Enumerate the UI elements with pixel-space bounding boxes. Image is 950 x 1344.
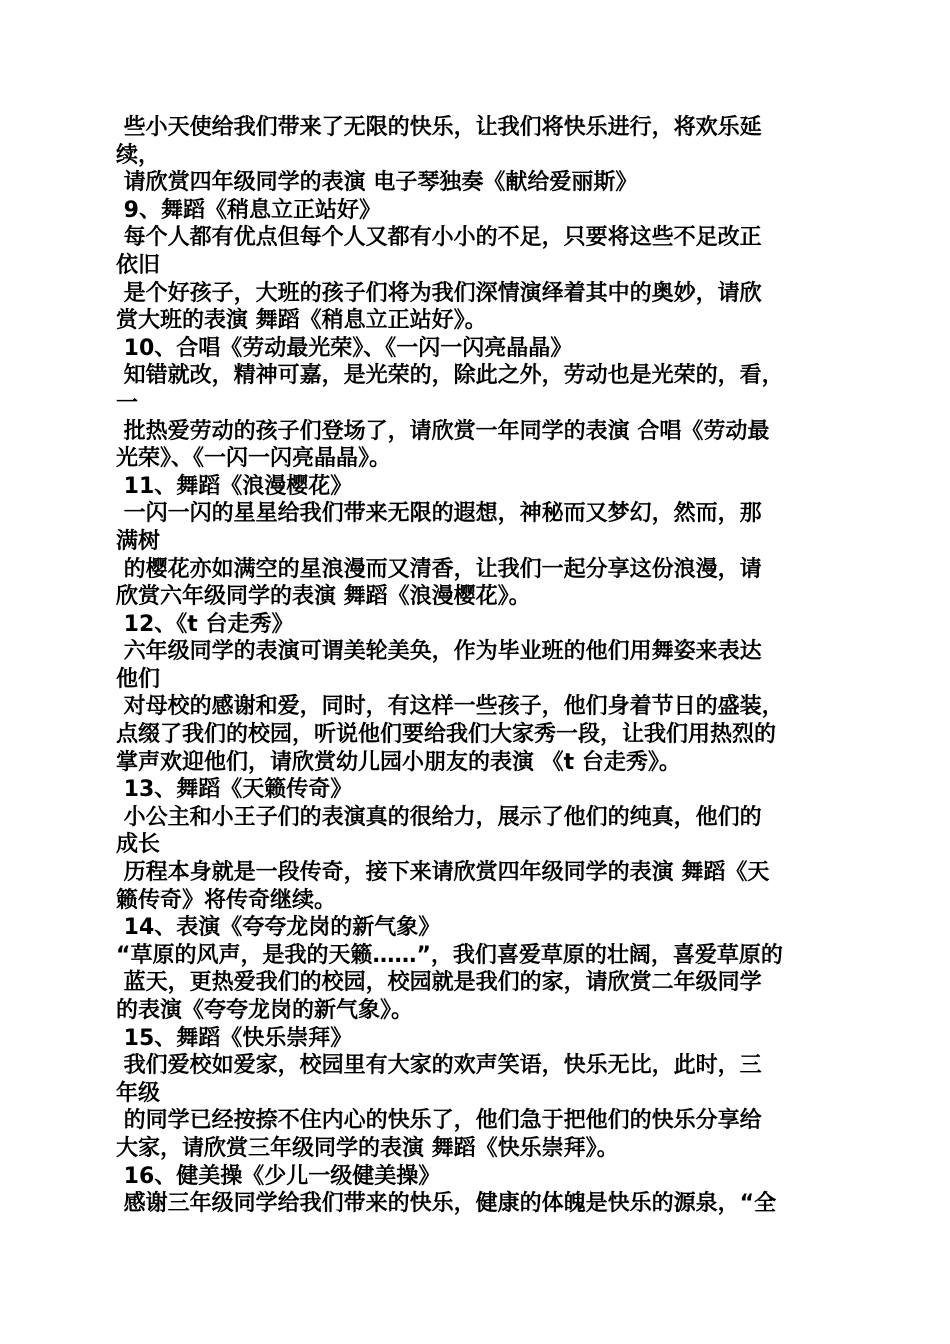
text-line: 的表演《夸夸龙岗的新气象》。 [116, 998, 414, 1023]
program-heading: 12、《t 台走秀》 [116, 611, 294, 637]
text-line: 掌声欢迎他们，请欣赏幼儿园小朋友的表演 《t 台走秀》。 [116, 749, 681, 775]
text-line: 的樱花亦如满空的星浪漫而又清香，让我们一起分享这份浪漫，请 [116, 556, 762, 582]
text-line: 的同学已经按捺不住内心的快乐了，他们急于把他们的快乐分享给 [116, 1108, 762, 1134]
text-line: 批热爱劳动的孩子们登场了，请欣赏一年同学的表演 合唱《劳动最 [116, 418, 770, 444]
text-line: 点缀了我们的校园，听说他们要给我们大家秀一段，让我们用热烈的 [116, 722, 777, 748]
text-line: 是个好孩子，大班的孩子们将为我们深情演绎着其中的奥妙，请欣 [116, 280, 762, 306]
text-line: 他们 [116, 666, 161, 692]
program-heading: 11、舞蹈《浪漫樱花》 [116, 473, 353, 499]
text-line: 满树 [116, 528, 161, 554]
program-heading: 14、表演《夸夸龙岗的新气象》 [116, 915, 441, 941]
text-line: 一闪一闪的星星给我们带来无限的遐想，神秘而又梦幻，然而，那 [116, 501, 762, 527]
text-line: 对母校的感谢和爱，同时，有这样一些孩子，他们身着节日的盛装， [116, 694, 784, 720]
text-line: 我们爱校如爱家，校园里有大家的欢声笑语，快乐无比，此时，三 [116, 1053, 762, 1079]
document-body [116, 114, 836, 1218]
text-line: “草原的风声，是我的天籁……”，我们喜爱草原的壮阔，喜爱草原的 [116, 942, 783, 968]
text-line: 一 [116, 390, 139, 416]
program-heading: 16、健美操《少儿一级健美操》 [116, 1163, 441, 1189]
text-line: 续， [116, 142, 161, 168]
text-line: 依旧 [116, 252, 161, 278]
text-line: 知错就改，精神可嘉，是光荣的，除此之外，劳动也是光荣的，看， [116, 363, 784, 389]
text-line: 小公主和小王子们的表演真的很给力，展示了他们的纯真，他们的 [116, 804, 762, 830]
text-line: 成长 [116, 832, 161, 858]
text-line: 六年级同学的表演可谓美轮美奂，作为毕业班的他们用舞姿来表达 [116, 639, 762, 665]
text-line: 感谢三年级同学给我们带来的快乐，健康的体魄是快乐的源泉，“全 [116, 1191, 777, 1217]
text-line: 每个人都有优点但每个人又都有小小的不足，只要将这些不足改正 [116, 225, 762, 251]
text-line: 籁传奇》将传奇继续。 [116, 887, 337, 913]
program-heading: 15、舞蹈《快乐崇拜》 [116, 1025, 353, 1051]
text-line: 请欣赏四年级同学的表演 电子琴独奏《献给爱丽斯》 [116, 170, 638, 196]
text-line: 历程本身就是一段传奇，接下来请欣赏四年级同学的表演 舞蹈《天 [116, 860, 770, 886]
program-heading: 9、舞蹈《稍息立正站好》 [116, 197, 381, 223]
text-line: 欣赏六年级同学的表演 舞蹈《浪漫樱花》。 [116, 584, 531, 610]
text-line: 年级 [116, 1080, 161, 1106]
program-heading: 10、合唱《劳动最光荣》、《一闪一闪亮晶晶》 [116, 335, 573, 361]
program-heading: 13、舞蹈《天籁传奇》 [116, 777, 353, 803]
text-line: 赏大班的表演 舞蹈《稍息立正站好》。 [116, 308, 487, 334]
text-line: 光荣》、《一闪一闪亮晶晶》。 [116, 446, 392, 472]
text-line: 大家，请欣赏三年级同学的表演 舞蹈《快乐崇拜》。 [116, 1135, 619, 1161]
text-line: 蓝天，更热爱我们的校园，校园就是我们的家，请欣赏二年级同学 [116, 970, 762, 996]
text-line: 些小天使给我们带来了无限的快乐，让我们将快乐进行，将欢乐延 [116, 115, 762, 140]
